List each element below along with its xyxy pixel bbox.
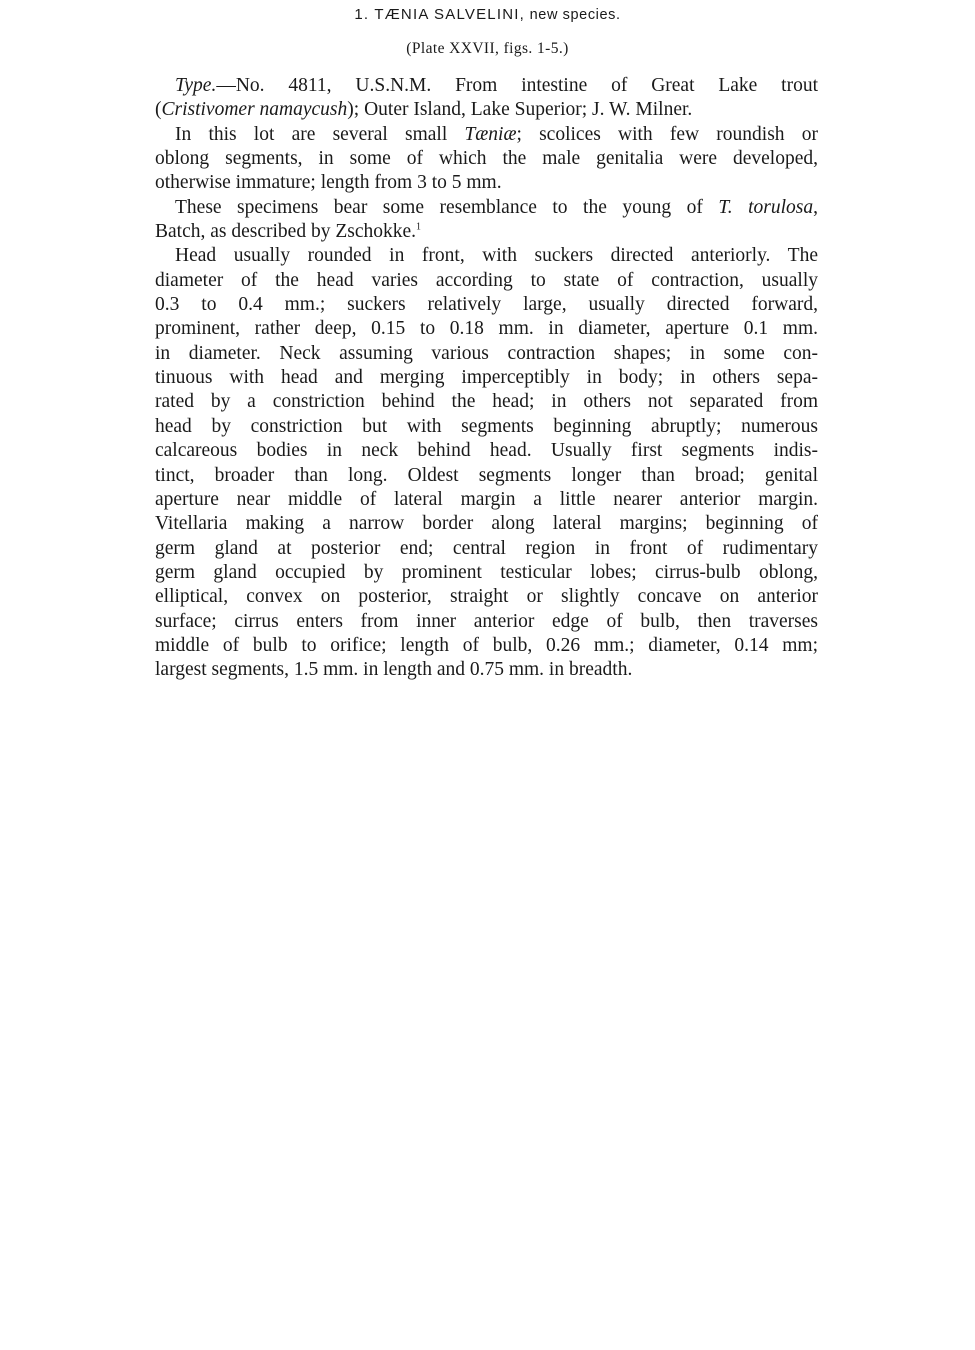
text-line [155,196,818,220]
body-text [155,74,818,683]
text-line [155,512,818,536]
text-line [155,98,818,122]
text-segment: 0.3 to 0.4 mm.; suckers relatively large, usually directed forward, [155,294,818,316]
text-line [155,366,818,390]
text-line [155,342,818,366]
text-line [155,171,818,195]
text-line [155,610,818,634]
text-line [155,220,818,244]
text-segment: germ gland at posterior end; central region in front of rudimentary [155,537,818,559]
text-segment: , [813,196,818,218]
text-line [155,147,818,171]
species-name: 1. TÆNIA SALVELINI, [354,6,525,23]
italic-text: Tæniæ [464,123,517,145]
text-line [155,415,818,439]
italic-text: T. torulosa [718,196,814,218]
text-segment: rated by a constriction behind the head; in others not separated from [155,391,818,413]
text-segment: ; scolices with few roundish or [516,123,818,145]
text-segment: prominent, rather deep, 0.15 to 0.18 mm. in diameter, aperture 0.1 mm. [155,318,818,340]
italic-text: Cristivomer namaycush [161,99,348,121]
text-segment: germ gland occupied by prominent testicular lobes; cirrus-bulb oblong, [155,561,818,583]
text-segment: head by constriction but with segments beginning abruptly; numerous [155,415,818,437]
text-segment: calcareous bodies in neck behind head. Usually first segments indis- [155,440,818,462]
text-segment: aperture near middle of lateral margin a little nearer anterior margin. [155,488,818,510]
species-note: new species. [524,7,621,23]
section-heading [0,6,975,23]
text-segment: diameter of the head varies according to state of contraction, usually [155,269,818,291]
text-segment: tinct, broader than long. Oldest segments longer than broad; genital [155,464,818,486]
text-segment: otherwise immature; length from 3 to 5 mm. [155,172,502,194]
text-segment: tinuous with head and merging imperceptibly in body; in others sepa- [155,367,818,389]
text-line [155,634,818,658]
text-segment: surface; cirrus enters from inner anterior edge of bulb, then traverses [155,610,818,632]
text-segment: in diameter. Neck assuming various contraction shapes; in some con- [155,342,818,364]
text-segment: oblong segments, in some of which the male genitalia were developed, [155,148,818,170]
text-line [155,439,818,463]
text-segment: middle of bulb to orifice; length of bulb, 0.26 mm.; diameter, 0.14 mm; [155,634,818,656]
text-segment: largest segments, 1.5 mm. in length and 0.75 mm. in breadth. [155,659,633,681]
text-line [155,464,818,488]
text-segment: elliptical, convex on posterior, straight or slightly concave on anterior [155,586,818,608]
italic-text: Type. [175,75,217,96]
text-segment: These specimens bear some resemblance to the young of [175,196,719,218]
text-segment: ); Outer Island, Lake Superior; J. W. Milner. [347,99,693,121]
text-segment: Head usually rounded in front, with suckers directed anteriorly. The [175,245,818,267]
text-segment: —No. 4811, U.S.N.M. From intestine of Great Lake trout [216,75,818,96]
text-line [155,488,818,512]
text-segment: Vitellaria making a narrow border along lateral margins; beginning of [155,513,818,535]
text-segment: Batch, as described by Zschokke. [155,221,417,243]
text-line [155,317,818,341]
text-line [155,561,818,585]
text-line [155,269,818,293]
text-line [155,244,818,268]
text-line [155,123,818,147]
footnote-marker: 1 [416,221,422,233]
text-line [155,293,818,317]
plate-reference: (Plate XXVII, figs. 1-5.) [406,40,569,57]
text-line [155,585,818,609]
text-line [155,658,818,682]
text-line [155,74,818,98]
text-line [155,390,818,414]
text-line [155,537,818,561]
text-segment: In this lot are several small [175,123,465,145]
text-segment: ( [155,99,162,121]
